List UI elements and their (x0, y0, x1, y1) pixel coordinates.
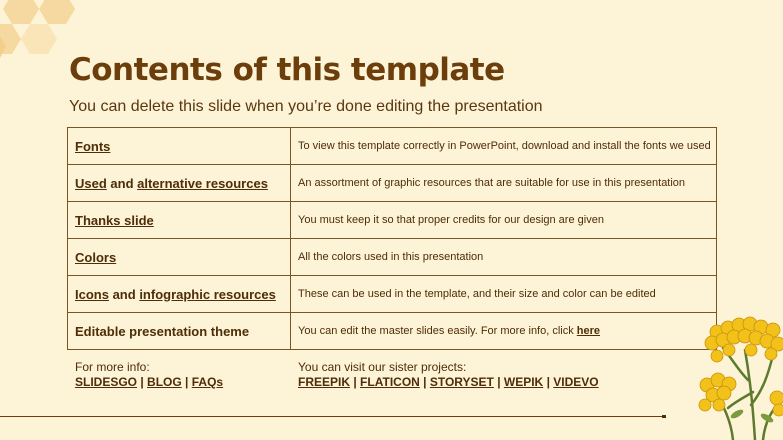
resource-link[interactable]: Thanks slide (75, 212, 154, 228)
resource-link[interactable]: Icons (75, 286, 109, 302)
row-description: An assortment of graphic resources that are suitable for use in this presentation (298, 177, 686, 189)
row-description: To view this template correctly in PowerPoint, download and install the fonts we used (298, 140, 711, 152)
table-row (68, 165, 717, 202)
row-description-cell (291, 313, 717, 350)
bottom-divider (0, 416, 663, 417)
link-separator: | (493, 375, 504, 389)
footer-more-info-links (75, 375, 223, 389)
footer-link-faqs[interactable]: FAQs (191, 375, 224, 389)
row-name-text: and (108, 286, 140, 302)
row-name-cell (68, 165, 291, 202)
here-link[interactable]: here (576, 325, 601, 337)
row-name-cell (68, 128, 291, 165)
table-row (68, 239, 717, 276)
divider-end-dot (662, 415, 666, 418)
footer-link-freepik[interactable]: FREEPIK (298, 375, 351, 389)
row-name-cell (68, 239, 291, 276)
row-description-cell (291, 239, 717, 276)
footer-sister-projects (298, 360, 599, 389)
row-description-cell (291, 202, 717, 239)
row-description: You can edit the master slides easily. For more info, click (298, 325, 577, 337)
footer-link-wepik[interactable]: WEPIK (503, 375, 544, 389)
link-separator: | (419, 375, 430, 389)
contents-table (67, 127, 717, 350)
footer-link-flaticon[interactable]: FLATICON (360, 375, 420, 389)
link-separator: | (543, 375, 554, 389)
row-name-text: Editable presentation theme (75, 323, 250, 339)
link-separator: | (350, 375, 361, 389)
footer-more-info-label: For more info: (75, 360, 150, 374)
resource-link[interactable]: Used (75, 175, 107, 191)
link-separator: | (137, 375, 148, 389)
footer-sister-projects-label: You can visit our sister projects: (298, 360, 467, 374)
row-description: These can be used in the template, and their size and color can be edited (298, 288, 656, 300)
row-name-text: and (106, 175, 138, 191)
footer-link-storyset[interactable]: STORYSET (429, 375, 494, 389)
page-title: Contents of this template (69, 52, 505, 88)
row-description-cell (291, 165, 717, 202)
row-description: All the colors used in this presentation (298, 251, 484, 263)
table-row (68, 128, 717, 165)
yellow-flowers-icon (693, 310, 783, 440)
row-description: You must keep it so that proper credits for our design are given (298, 214, 604, 226)
footer-link-videvo[interactable]: VIDEVO (553, 375, 599, 389)
footer-link-slidesgo[interactable]: SLIDESGO (75, 375, 138, 389)
table-row (68, 313, 717, 350)
row-description-cell (291, 276, 717, 313)
row-description-cell (291, 128, 717, 165)
resource-link[interactable]: Colors (75, 249, 117, 265)
resource-link[interactable]: Fonts (75, 138, 111, 154)
table-row (68, 202, 717, 239)
table-row (68, 276, 717, 313)
footer-more-info (75, 360, 223, 389)
footer-sister-projects-links (298, 375, 599, 389)
row-name-cell (68, 276, 291, 313)
resource-link[interactable]: alternative resources (137, 175, 268, 191)
link-separator: | (181, 375, 192, 389)
row-name-cell (68, 202, 291, 239)
footer-link-blog[interactable]: BLOG (147, 375, 182, 389)
page-subtitle: You can delete this slide when you’re done editing the presentation (69, 98, 543, 115)
resource-link[interactable]: infographic resources (139, 286, 276, 302)
row-name-cell (68, 313, 291, 350)
